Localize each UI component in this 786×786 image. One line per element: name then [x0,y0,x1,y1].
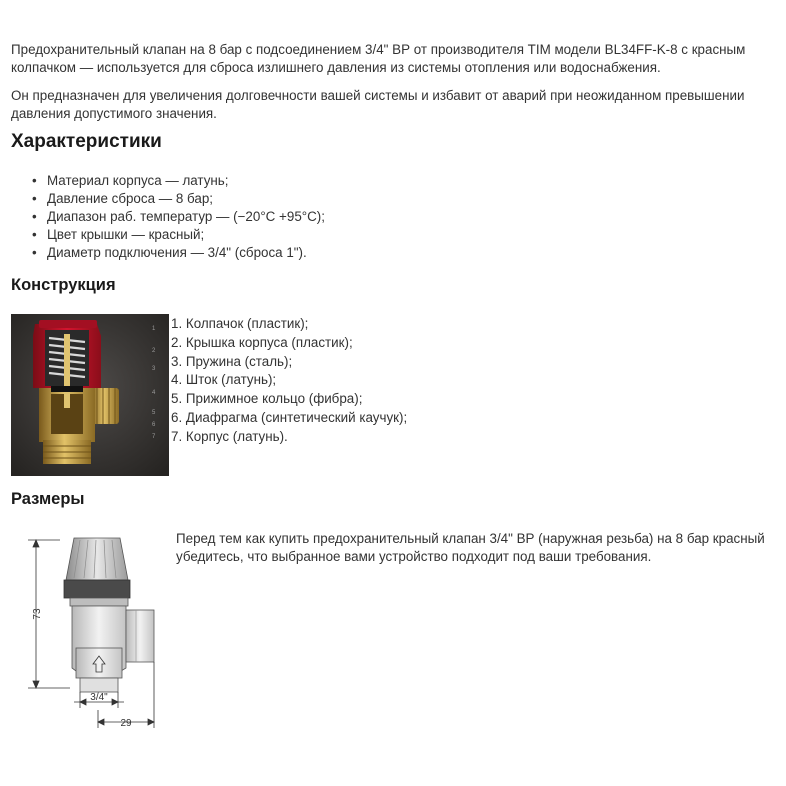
intro-paragraph-2: Он предназначен для увеличения долговечности вашей системы и избавит от аварий при неожиданном превышении давления допустимого значения. [11,88,745,121]
part-item: 7. Корпус (латунь). [171,428,288,444]
intro-paragraph-1: Предохранительный клапан на 8 бар с подсоединением 3/4" ВР от производителя TIM модели BL34FF-K-8 с красным колпачком — используется для сброса излишнего давления из системы отопления или водоснабжения. [11,42,746,75]
part-item: 6. Диафрагма (синтетический каучук); [171,409,408,425]
spec-item: • Цвет крышки — красный; [47,226,325,244]
width-dimension-label: 29 [120,718,132,729]
callout-number: 4 [152,390,156,396]
callout-number: 2 [152,348,156,354]
parts-list [171,315,407,447]
spec-item: • Материал корпуса — латунь; [47,172,325,190]
part-item: 5. Прижимное кольцо (фибра); [171,391,363,407]
callout-number: 5 [152,410,156,416]
spec-item: • Диапазон раб. температур — (−20°C +95°C); [47,208,325,226]
construction-heading: Конструкция [11,276,116,294]
thread-dimension-label: 3/4" [90,692,108,703]
dimension-drawing [10,528,170,738]
dimensions-heading: Размеры [11,490,85,508]
part-item: 1. Колпачок (пластик); [171,316,309,331]
callout-number: 1 [152,326,156,332]
part-item: 4. Шток (латунь); [171,372,277,388]
height-dimension-label: 73 [32,608,43,620]
callout-number: 7 [152,434,156,440]
dimensions-paragraph: Перед тем как купить предохранительный клапан 3/4" ВР (наружная резьба) на 8 бар красный убедитесь, что выбранное вами устройство подходит под ваши требования. [176,531,765,564]
valve-cutaway-photo [11,314,169,476]
characteristics-list [47,172,325,262]
callout-number: 3 [152,366,156,372]
part-item: 3. Пружина (сталь); [171,353,293,369]
spec-item: • Давление сброса — 8 бар; [47,190,325,208]
callout-number: 6 [152,422,156,428]
characteristics-heading: Характеристики [11,131,162,152]
part-item: 2. Крышка корпуса (пластик); [171,334,353,350]
spec-item: • Диаметр подключения — 3/4" (сброса 1"). [47,244,325,262]
